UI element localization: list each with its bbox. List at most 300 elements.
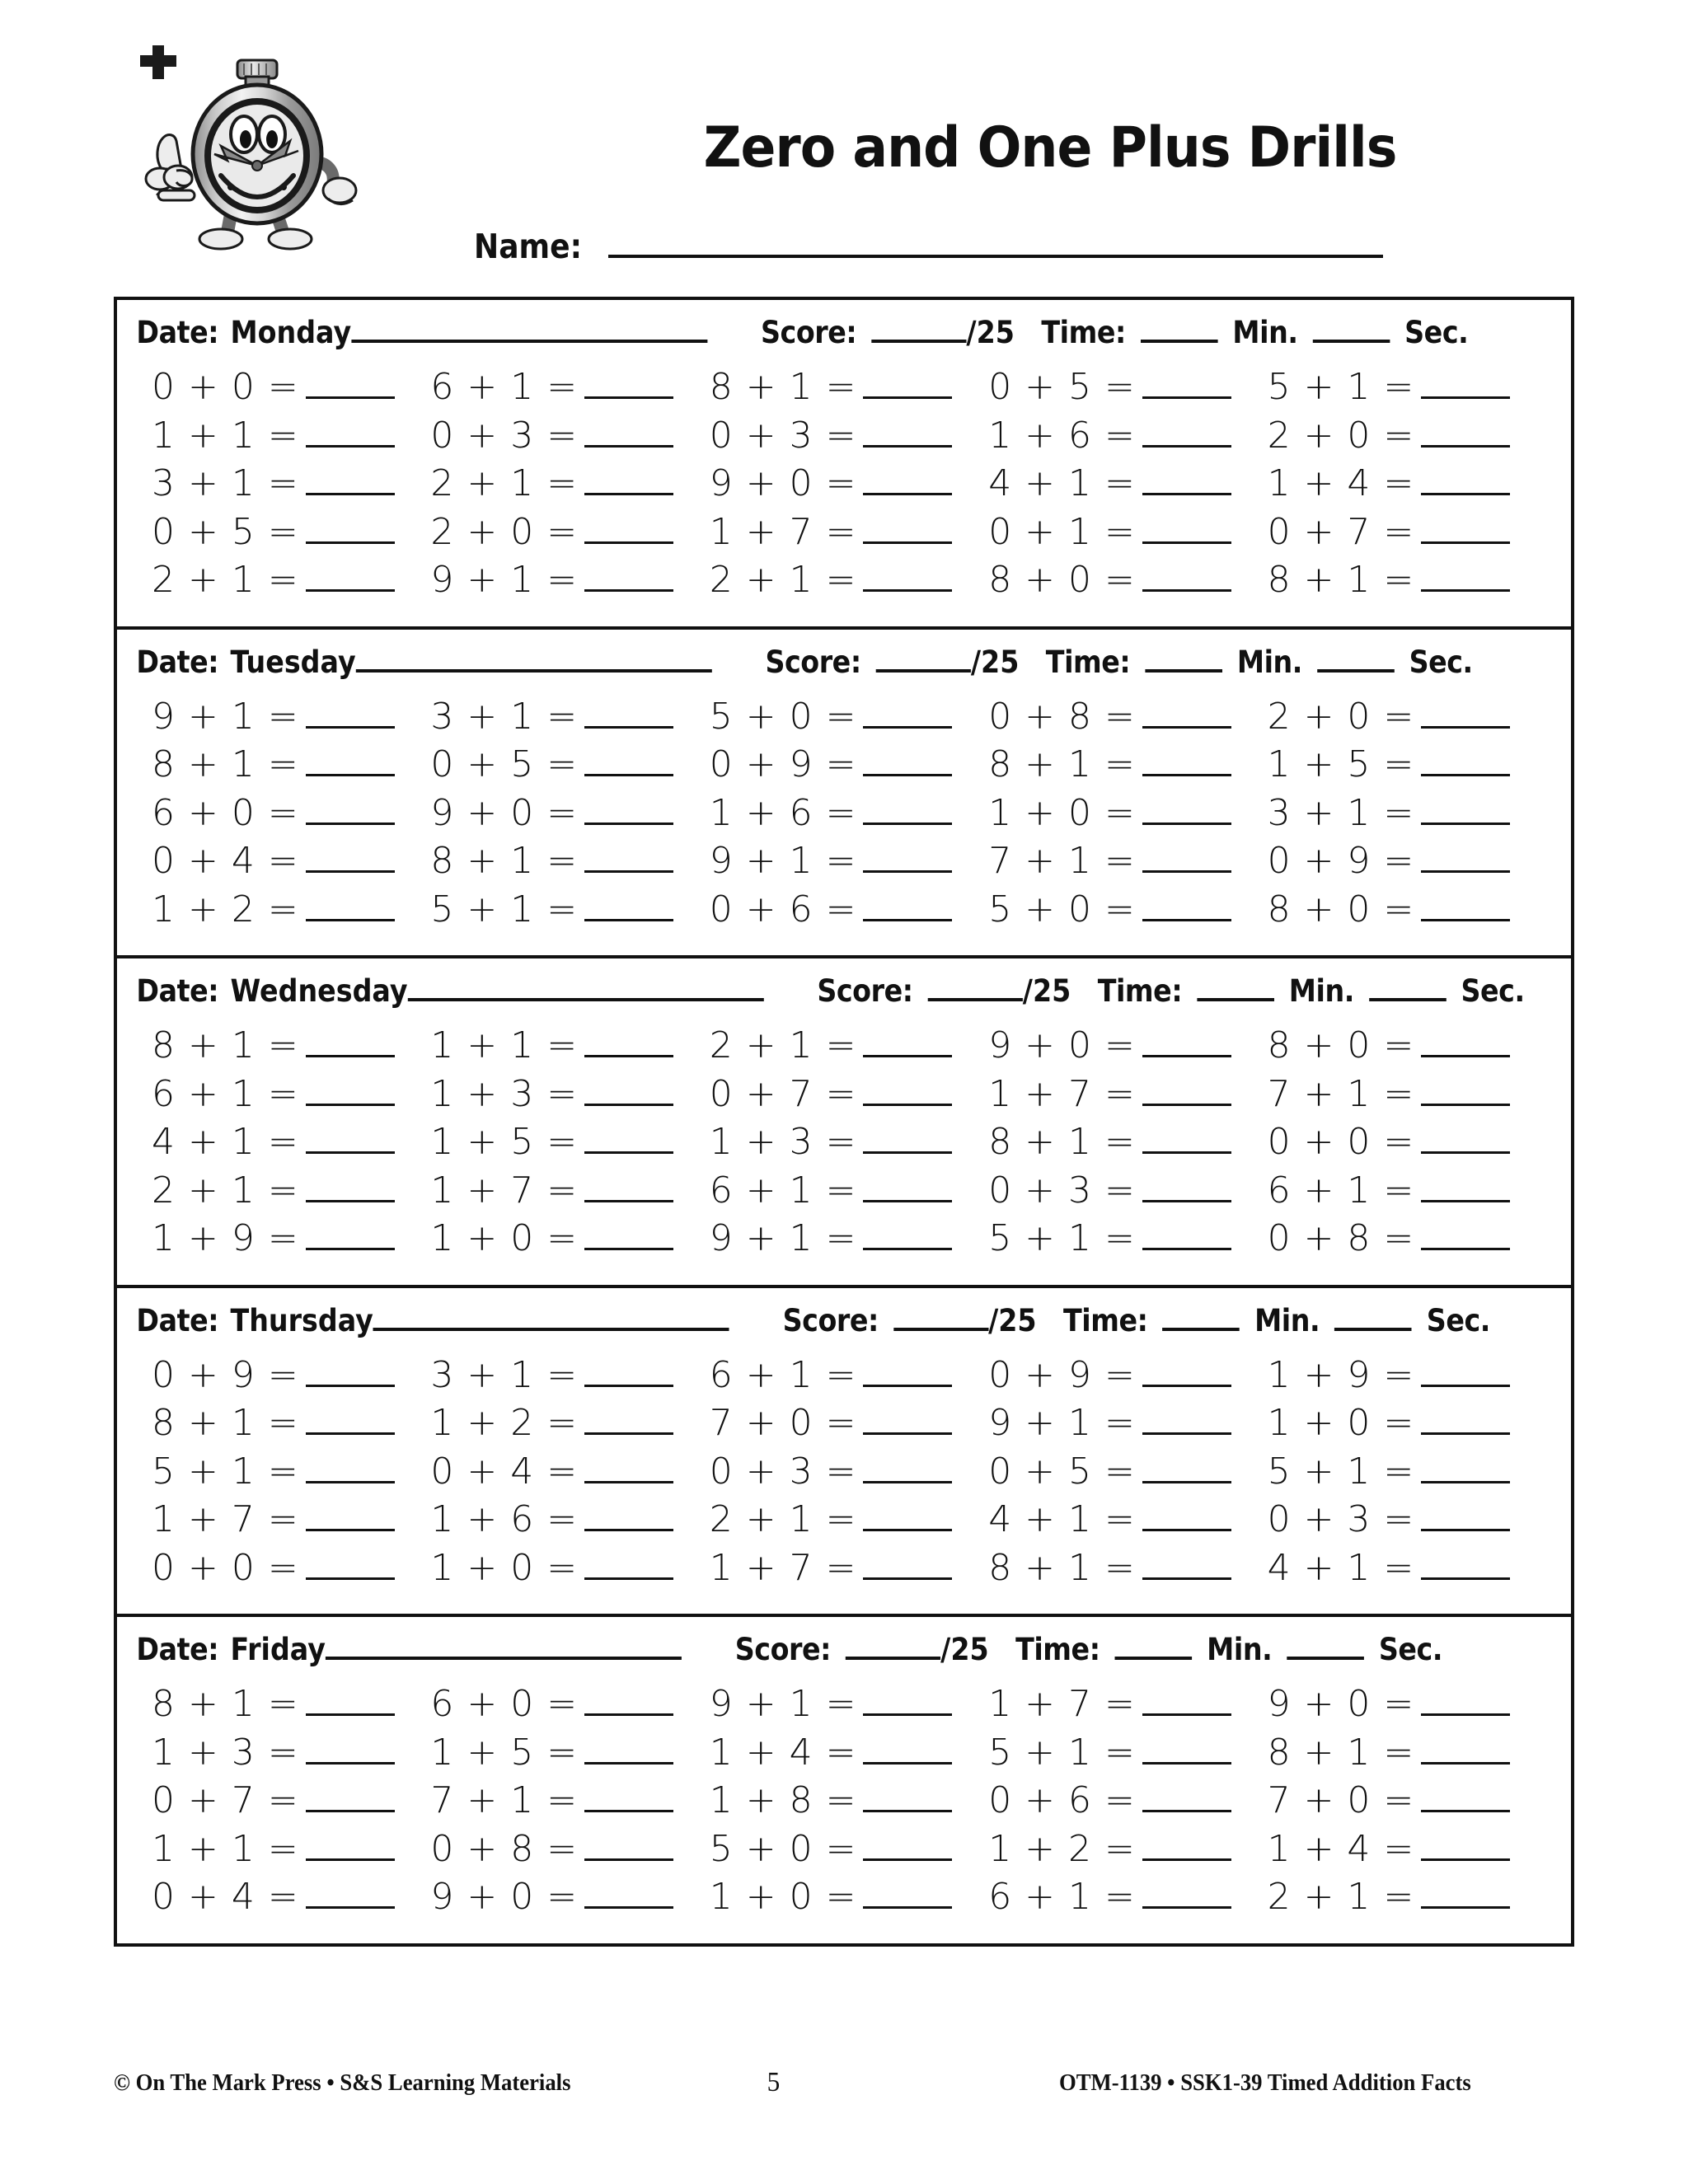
problem-item [430, 1022, 709, 1071]
answer-blank[interactable] [1421, 1408, 1510, 1435]
date-input[interactable] [326, 1632, 682, 1660]
problem-item [710, 1215, 988, 1263]
answer-blank[interactable] [863, 701, 952, 729]
answer-blank[interactable] [1421, 1223, 1510, 1250]
score-input[interactable] [893, 1303, 988, 1331]
problem-item [430, 460, 709, 509]
problem-item [430, 1680, 709, 1729]
problem-item [710, 1071, 988, 1119]
problem-expression: 2 + 0 = [1267, 695, 1415, 738]
problem-expression: 5 + 1 = [430, 888, 579, 930]
problem-item [152, 1167, 430, 1216]
answer-blank[interactable] [863, 1882, 952, 1909]
answer-blank[interactable] [584, 565, 673, 592]
answer-blank[interactable] [306, 1504, 395, 1531]
answer-blank[interactable] [584, 1408, 673, 1435]
problem-item [152, 1496, 430, 1544]
score-input[interactable] [876, 644, 971, 673]
problem-item [988, 509, 1267, 557]
answer-blank[interactable] [1142, 749, 1231, 776]
problem-item [152, 790, 430, 838]
answer-blank[interactable] [1421, 1079, 1510, 1106]
min-label: Min. [1207, 1632, 1273, 1668]
answer-blank[interactable] [863, 1689, 952, 1716]
problem-expression: 2 + 1 = [709, 1024, 857, 1067]
problem-item [430, 1215, 709, 1263]
sec-label: Sec. [1409, 644, 1473, 680]
answer-blank[interactable] [306, 1689, 395, 1716]
problem-expression: 3 + 1 = [430, 1353, 579, 1396]
problem-expression: 8 + 1 = [1267, 1731, 1415, 1774]
problem-expression: 9 + 0 = [430, 791, 579, 834]
answer-blank[interactable] [306, 1882, 395, 1909]
problem-expression: 1 + 4 = [1267, 462, 1415, 505]
answer-blank[interactable] [306, 468, 395, 495]
problem-expression: 7 + 1 = [1267, 1072, 1415, 1115]
problem-expression: 1 + 3 = [430, 1072, 579, 1115]
problem-expression: 2 + 0 = [430, 510, 579, 553]
problem-expression: 1 + 7 = [430, 1169, 579, 1212]
answer-blank[interactable] [863, 1456, 952, 1483]
day-label: Monday [230, 315, 352, 350]
answer-blank[interactable] [1142, 1834, 1231, 1861]
problem-item [1268, 556, 1546, 605]
problem-item [988, 886, 1267, 935]
problem-item [430, 1448, 709, 1497]
problem-item [988, 1215, 1267, 1263]
answer-blank[interactable] [863, 1834, 952, 1861]
problem-expression: 8 + 1 = [1267, 559, 1415, 602]
drills-container [114, 297, 1574, 1947]
score-input[interactable] [846, 1632, 940, 1660]
answer-blank[interactable] [1142, 1553, 1231, 1580]
score-total: /25 [988, 1302, 1037, 1338]
problem-expression: 8 + 0 = [988, 559, 1136, 602]
score-total: /25 [1022, 973, 1071, 1010]
answer-blank[interactable] [1142, 798, 1231, 825]
answer-blank[interactable] [584, 798, 673, 825]
answer-blank[interactable] [584, 1223, 673, 1250]
answer-blank[interactable] [306, 1223, 395, 1250]
problem-expression: 0 + 7 = [1267, 510, 1415, 553]
problem-expression: 1 + 0 = [430, 1546, 579, 1589]
seconds-input[interactable] [1369, 973, 1447, 1001]
answer-blank[interactable] [863, 420, 952, 448]
answer-blank[interactable] [306, 1408, 395, 1435]
problem-item [152, 1777, 430, 1825]
answer-blank[interactable] [584, 1553, 673, 1580]
seconds-input[interactable] [1287, 1632, 1364, 1660]
answer-blank[interactable] [1142, 372, 1231, 399]
answer-blank[interactable] [584, 1175, 673, 1202]
problem-item [1268, 1544, 1546, 1593]
answer-blank[interactable] [863, 565, 952, 592]
footer-product-code: OTM-1139 • SSK1-39 Timed Addition Facts [1059, 2069, 1471, 2096]
problem-expression: 9 + 0 = [988, 1024, 1136, 1067]
problem-item [1268, 1352, 1546, 1400]
answer-blank[interactable] [1421, 372, 1510, 399]
answer-blank[interactable] [306, 846, 395, 873]
problem-expression: 1 + 0 = [430, 1217, 579, 1260]
answer-blank[interactable] [584, 1737, 673, 1765]
problem-expression: 3 + 1 = [1267, 791, 1415, 834]
answer-blank[interactable] [584, 1127, 673, 1154]
answer-blank[interactable] [863, 1223, 952, 1250]
problem-expression: 5 + 1 = [152, 1450, 299, 1493]
problem-item [988, 460, 1267, 509]
problem-expression: 0 + 3 = [709, 1450, 857, 1493]
answer-blank[interactable] [584, 1882, 673, 1909]
problem-expression: 2 + 1 = [709, 1498, 857, 1541]
problem-item [988, 1071, 1267, 1119]
problem-item [1268, 1496, 1546, 1544]
answer-blank[interactable] [863, 798, 952, 825]
problem-expression: 9 + 1 = [152, 695, 299, 738]
problem-item [152, 509, 430, 557]
problem-expression: 1 + 4 = [1267, 1827, 1415, 1870]
sec-label: Sec. [1378, 1632, 1443, 1668]
problem-item [152, 837, 430, 886]
answer-blank[interactable] [863, 468, 952, 495]
problem-item [710, 1873, 988, 1922]
problem-item [152, 1118, 430, 1167]
answer-blank[interactable] [1142, 894, 1231, 921]
answer-blank[interactable] [306, 565, 395, 592]
problem-item [1268, 1448, 1546, 1497]
problem-item [988, 837, 1267, 886]
problem-item [1268, 460, 1546, 509]
answer-blank[interactable] [1421, 1834, 1510, 1861]
seconds-input[interactable] [1317, 644, 1395, 673]
problem-expression: 8 + 1 = [709, 366, 857, 408]
problem-item [710, 1352, 988, 1400]
problem-item [152, 1352, 430, 1400]
problem-expression: 0 + 3 = [709, 414, 857, 457]
problem-expression: 6 + 0 = [152, 791, 299, 834]
answer-blank[interactable] [863, 1553, 952, 1580]
problem-expression: 1 + 0 = [988, 791, 1136, 834]
problem-expression: 5 + 0 = [988, 888, 1136, 930]
problem-item [710, 741, 988, 790]
answer-blank[interactable] [1421, 1882, 1510, 1909]
date-input[interactable] [351, 315, 707, 343]
problem-item [430, 363, 709, 412]
drill-section-header [117, 630, 1608, 685]
answer-blank[interactable] [1142, 468, 1231, 495]
answer-blank[interactable] [863, 1408, 952, 1435]
problem-grid [117, 1672, 1571, 1943]
answer-blank[interactable] [584, 517, 673, 544]
answer-blank[interactable] [584, 1689, 673, 1716]
answer-blank[interactable] [863, 1127, 952, 1154]
answer-blank[interactable] [584, 749, 673, 776]
problem-item [430, 1167, 709, 1216]
score-input[interactable] [871, 315, 966, 343]
answer-blank[interactable] [1142, 1030, 1231, 1057]
date-input[interactable] [356, 644, 712, 673]
problem-item [988, 556, 1267, 605]
answer-blank[interactable] [1421, 1360, 1510, 1387]
minutes-input[interactable] [1141, 315, 1218, 343]
problem-expression: 1 + 1 = [152, 1827, 299, 1870]
minutes-input[interactable] [1115, 1632, 1193, 1660]
score-label: Score: [761, 315, 857, 350]
answer-blank[interactable] [1421, 1175, 1510, 1202]
answer-blank[interactable] [306, 1360, 395, 1387]
answer-blank[interactable] [1142, 1504, 1231, 1531]
problem-item [710, 1496, 988, 1544]
answer-blank[interactable] [1421, 1689, 1510, 1716]
problem-expression: 1 + 7 = [152, 1498, 299, 1541]
answer-blank[interactable] [306, 749, 395, 776]
answer-blank[interactable] [584, 1360, 673, 1387]
problem-item [1268, 1873, 1546, 1922]
answer-blank[interactable] [1421, 846, 1510, 873]
problem-expression: 7 + 1 = [988, 840, 1136, 883]
problem-expression: 0 + 9 = [152, 1353, 299, 1396]
day-label: Tuesday [230, 644, 356, 680]
problem-item [988, 1448, 1267, 1497]
problem-item [710, 1022, 988, 1071]
answer-blank[interactable] [1142, 1737, 1231, 1765]
problem-item [152, 1399, 430, 1448]
problem-item [988, 412, 1267, 461]
problem-item [1268, 790, 1546, 838]
problem-expression: 1 + 7 = [709, 1546, 857, 1589]
day-label: Friday [230, 1632, 326, 1668]
drill-section-monday [117, 300, 1571, 630]
problem-expression: 1 + 3 = [152, 1731, 299, 1774]
problem-expression: 0 + 3 = [1267, 1498, 1415, 1541]
problem-expression: 5 + 1 = [988, 1731, 1136, 1774]
date-label: Date: [136, 644, 219, 680]
answer-blank[interactable] [306, 1030, 395, 1057]
problem-item [988, 1873, 1267, 1922]
answer-blank[interactable] [1142, 701, 1231, 729]
answer-blank[interactable] [1421, 468, 1510, 495]
problem-expression: 3 + 1 = [430, 695, 579, 738]
score-total: /25 [966, 315, 1015, 350]
answer-blank[interactable] [1142, 1785, 1231, 1812]
problem-grid [117, 1014, 1571, 1285]
problem-item [710, 790, 988, 838]
answer-blank[interactable] [306, 894, 395, 921]
answer-blank[interactable] [1421, 565, 1510, 592]
seconds-input[interactable] [1313, 315, 1390, 343]
answer-blank[interactable] [863, 1175, 952, 1202]
problem-expression: 0 + 0 = [152, 366, 299, 408]
problem-item [710, 1118, 988, 1167]
answer-blank[interactable] [1142, 1360, 1231, 1387]
answer-blank[interactable] [584, 1504, 673, 1531]
answer-blank[interactable] [306, 1553, 395, 1580]
min-label: Min. [1236, 644, 1303, 680]
answer-blank[interactable] [863, 1504, 952, 1531]
problem-expression: 8 + 0 = [1267, 888, 1415, 930]
answer-blank[interactable] [1142, 1223, 1231, 1250]
problem-expression: 0 + 0 = [152, 1546, 299, 1589]
day-label: Wednesday [230, 973, 408, 1010]
answer-blank[interactable] [1142, 846, 1231, 873]
answer-blank[interactable] [1421, 420, 1510, 448]
answer-blank[interactable] [306, 420, 395, 448]
problem-item [430, 741, 709, 790]
time-label: Time: [1041, 315, 1126, 350]
answer-blank[interactable] [584, 701, 673, 729]
answer-blank[interactable] [1421, 1127, 1510, 1154]
answer-blank[interactable] [1421, 1030, 1510, 1057]
answer-blank[interactable] [1142, 1689, 1231, 1716]
problem-expression: 0 + 4 = [152, 840, 299, 883]
answer-blank[interactable] [1421, 1456, 1510, 1483]
drill-section-thursday [117, 1288, 1571, 1618]
answer-blank[interactable] [863, 749, 952, 776]
problem-expression: 9 + 1 = [430, 559, 579, 602]
seconds-input[interactable] [1334, 1303, 1412, 1331]
problem-item [430, 1071, 709, 1119]
answer-blank[interactable] [863, 894, 952, 921]
answer-blank[interactable] [584, 1456, 673, 1483]
answer-blank[interactable] [584, 468, 673, 495]
problem-expression: 9 + 0 = [1267, 1683, 1415, 1726]
answer-blank[interactable] [1142, 1882, 1231, 1909]
problem-expression: 0 + 8 = [988, 695, 1136, 738]
answer-blank[interactable] [863, 1737, 952, 1765]
problem-item [710, 1777, 988, 1825]
answer-blank[interactable] [584, 1785, 673, 1812]
minutes-input[interactable] [1162, 1303, 1240, 1331]
answer-blank[interactable] [306, 1737, 395, 1765]
problem-expression: 0 + 5 = [988, 366, 1136, 408]
problem-item [1268, 509, 1546, 557]
answer-blank[interactable] [306, 1785, 395, 1812]
page-footer [114, 2067, 1471, 2098]
problem-expression: 8 + 1 = [988, 1546, 1136, 1589]
problem-item [988, 1352, 1267, 1400]
name-input[interactable] [608, 227, 1383, 258]
time-label: Time: [1015, 1632, 1100, 1668]
problem-expression: 6 + 1 = [709, 1353, 857, 1396]
answer-blank[interactable] [1142, 1127, 1231, 1154]
problem-expression: 5 + 0 = [709, 695, 857, 738]
drill-section-header [117, 958, 1608, 1014]
answer-blank[interactable] [584, 894, 673, 921]
problem-expression: 3 + 1 = [152, 462, 299, 505]
score-total: /25 [970, 644, 1020, 680]
problem-expression: 1 + 6 = [430, 1498, 579, 1541]
answer-blank[interactable] [1142, 420, 1231, 448]
answer-blank[interactable] [584, 846, 673, 873]
problem-expression: 2 + 0 = [1267, 414, 1415, 457]
answer-blank[interactable] [306, 1834, 395, 1861]
answer-blank[interactable] [1421, 701, 1510, 729]
answer-blank[interactable] [306, 1456, 395, 1483]
answer-blank[interactable] [1421, 1737, 1510, 1765]
answer-blank[interactable] [306, 372, 395, 399]
answer-blank[interactable] [584, 1834, 673, 1861]
date-input[interactable] [408, 973, 764, 1001]
problem-expression: 2 + 1 = [152, 559, 299, 602]
problem-expression: 5 + 1 = [988, 1217, 1136, 1260]
problem-item [152, 412, 430, 461]
problem-item [710, 363, 988, 412]
problem-item [152, 556, 430, 605]
problem-item [430, 886, 709, 935]
answer-blank[interactable] [584, 420, 673, 448]
problem-item [988, 1118, 1267, 1167]
problem-item [1268, 1399, 1546, 1448]
answer-blank[interactable] [863, 846, 952, 873]
problem-item [988, 1022, 1267, 1071]
problem-expression: 1 + 1 = [430, 1024, 579, 1067]
minutes-input[interactable] [1145, 644, 1222, 673]
answer-blank[interactable] [863, 1079, 952, 1106]
answer-blank[interactable] [306, 798, 395, 825]
problem-item [430, 556, 709, 605]
answer-blank[interactable] [1421, 749, 1510, 776]
problem-expression: 4 + 1 = [1267, 1546, 1415, 1589]
date-input[interactable] [373, 1303, 729, 1331]
answer-blank[interactable] [306, 517, 395, 544]
problem-item [152, 363, 430, 412]
minutes-input[interactable] [1197, 973, 1274, 1001]
problem-item [710, 412, 988, 461]
problem-item [430, 837, 709, 886]
problem-item [710, 1448, 988, 1497]
answer-blank[interactable] [1142, 1456, 1231, 1483]
problem-expression: 6 + 1 = [709, 1169, 857, 1212]
answer-blank[interactable] [863, 517, 952, 544]
answer-blank[interactable] [863, 1030, 952, 1057]
answer-blank[interactable] [1421, 1785, 1510, 1812]
problem-expression: 0 + 6 = [709, 888, 857, 930]
answer-blank[interactable] [584, 1030, 673, 1057]
answer-blank[interactable] [306, 1175, 395, 1202]
answer-blank[interactable] [584, 1079, 673, 1106]
problem-expression: 7 + 0 = [1267, 1779, 1415, 1822]
problem-expression: 1 + 2 = [152, 888, 299, 930]
problem-item [430, 1399, 709, 1448]
answer-blank[interactable] [1421, 517, 1510, 544]
answer-blank[interactable] [1421, 1553, 1510, 1580]
answer-blank[interactable] [1421, 894, 1510, 921]
problem-expression: 0 + 8 = [430, 1827, 579, 1870]
answer-blank[interactable] [1421, 1504, 1510, 1531]
problem-item [988, 363, 1267, 412]
answer-blank[interactable] [1142, 1408, 1231, 1435]
answer-blank[interactable] [863, 372, 952, 399]
answer-blank[interactable] [306, 1079, 395, 1106]
problem-item [152, 460, 430, 509]
problem-expression: 8 + 1 = [988, 1121, 1136, 1164]
answer-blank[interactable] [863, 1360, 952, 1387]
answer-blank[interactable] [584, 372, 673, 399]
time-label: Time: [1062, 1302, 1148, 1338]
problem-item [430, 1118, 709, 1167]
answer-blank[interactable] [1421, 798, 1510, 825]
answer-blank[interactable] [1142, 517, 1231, 544]
answer-blank[interactable] [1142, 1175, 1231, 1202]
answer-blank[interactable] [306, 1127, 395, 1154]
score-input[interactable] [928, 973, 1023, 1001]
problem-item [988, 1680, 1267, 1729]
problem-expression: 1 + 8 = [709, 1779, 857, 1822]
answer-blank[interactable] [1142, 565, 1231, 592]
answer-blank[interactable] [1142, 1079, 1231, 1106]
problem-item [988, 1544, 1267, 1593]
answer-blank[interactable] [306, 701, 395, 729]
answer-blank[interactable] [863, 1785, 952, 1812]
